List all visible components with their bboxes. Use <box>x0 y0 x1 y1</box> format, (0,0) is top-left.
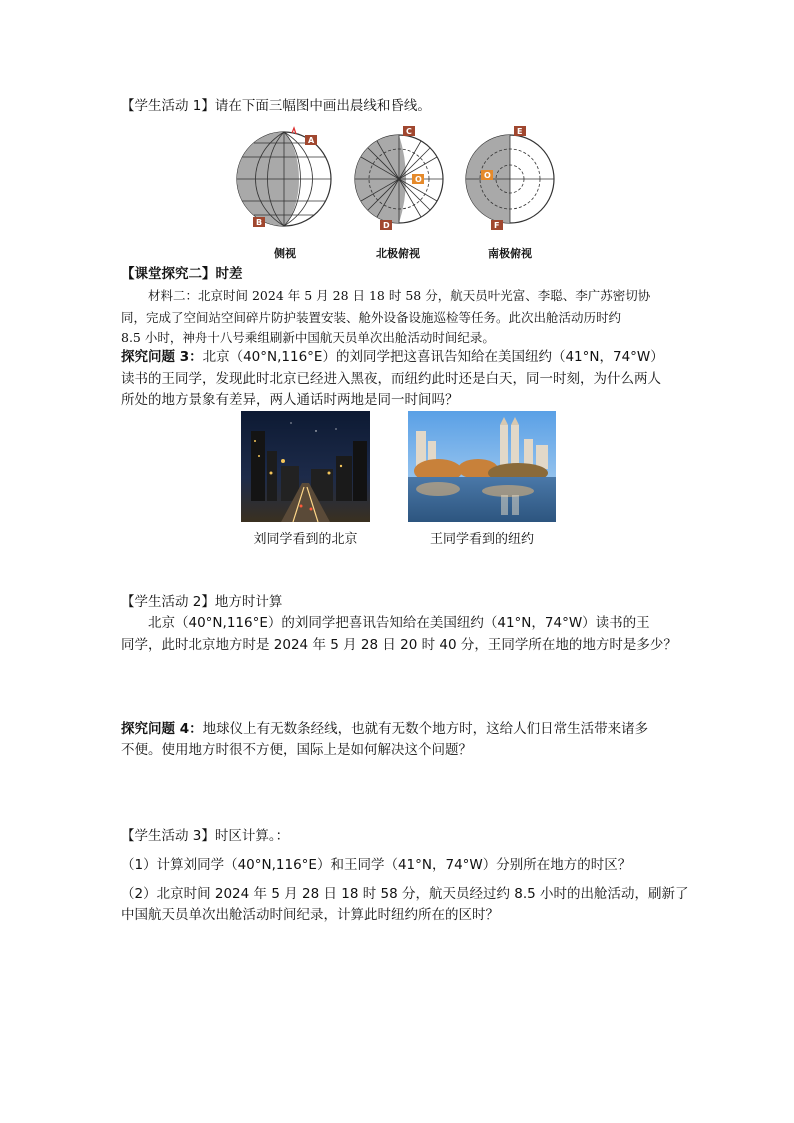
label-o-south: O <box>484 171 491 180</box>
question3-line-2: 读书的王同学，发现此时北京已经进入黑夜，而纽约此时还是白天，同一时刻，为什么两人 <box>121 371 661 387</box>
label-d: D <box>383 221 390 230</box>
material-line-2: 同，完成了空间站空间碎片防护装置安装、舱外设备设施巡检等任务。此次出舱活动历时约 <box>121 310 622 325</box>
material-line-1: 材料二：北京时间 2024 年 5 月 28 日 18 时 58 分，航天员叶光富、李聪、李广苏密切协 <box>148 288 651 303</box>
activity1-text: 请在下面三幅图中画出晨线和昏线。 <box>214 98 431 114</box>
newyork-photo <box>408 411 556 522</box>
activity2-line-1: 北京（40°N,116°E）的刘同学把喜讯告知给在美国纽约（41°N，74°W）读书的王 <box>148 615 650 631</box>
activity2-title: 【学生活动 2】地方时计算 <box>121 594 283 610</box>
activity3-title: 【学生活动 3】时区计算。： <box>121 828 290 844</box>
question3-line-3: 所处的地方景象有差异，两人通话时两地是同一时间吗？ <box>121 392 459 408</box>
material-line-3: 8.5 小时，神舟十八号乘组刷新中国航天员单次出舱活动时间纪录。 <box>121 330 495 345</box>
question3-text-1: 北京（40°N,116°E）的刘同学把这喜讯告知给在美国纽约（41°N，74°W） <box>202 349 664 365</box>
label-e: E <box>517 127 523 136</box>
label-a: A <box>308 136 315 145</box>
newyork-caption: 王同学看到的纽约 <box>429 532 534 547</box>
beijing-night-photo <box>241 411 370 522</box>
activity3-item-2-line-1: （2）北京时间 2024 年 5 月 28 日 18 时 58 分，航天员经过约 8.5 小时的出舱活动，刷新了 <box>121 886 689 902</box>
beijing-caption: 刘同学看到的北京 <box>253 532 358 547</box>
label-c: C <box>406 127 412 136</box>
caption-north-pole-view: 北极俯视 <box>376 247 420 260</box>
caption-south-pole-view: 南极俯视 <box>488 247 532 260</box>
question4-line-2: 不便。使用地方时很不方便，国际上是如何解决这个问题？ <box>121 742 472 758</box>
section2-title: 【课堂探究二】时差 <box>121 266 243 282</box>
activity2-line-2: 同学，此时北京地方时是 2024 年 5 月 28 日 20 时 40 分，王同学所在地的地方时是多少？ <box>121 637 677 653</box>
question4-line-1 <box>121 718 648 740</box>
activity1-title: 【学生活动 1】 <box>121 98 215 114</box>
question4-label: 探究问题 4： <box>121 721 203 737</box>
label-f: F <box>494 221 500 230</box>
label-b: B <box>256 218 263 227</box>
globe-side-view <box>232 125 342 233</box>
activity3-item-1: （1）计算刘同学（40°N,116°E）和王同学（41°N，74°W）分别所在地方的时区？ <box>121 857 632 873</box>
activity1-line <box>121 95 431 117</box>
caption-side-view: 侧视 <box>274 247 296 260</box>
label-o-north: O <box>415 175 422 184</box>
question4-text-1: 地球仪上有无数条经线，也就有无数个地方时，这给人们日常生活带来诸多 <box>202 721 649 737</box>
question3-label: 探究问题 3： <box>121 349 203 365</box>
activity3-item-2-line-2: 中国航天员单次出舱活动时间纪录，计算此时纽约所在的区时？ <box>121 907 499 923</box>
globe-south-pole-view <box>462 123 558 233</box>
question3-line-1 <box>121 346 664 368</box>
globe-north-pole-view <box>351 123 447 233</box>
